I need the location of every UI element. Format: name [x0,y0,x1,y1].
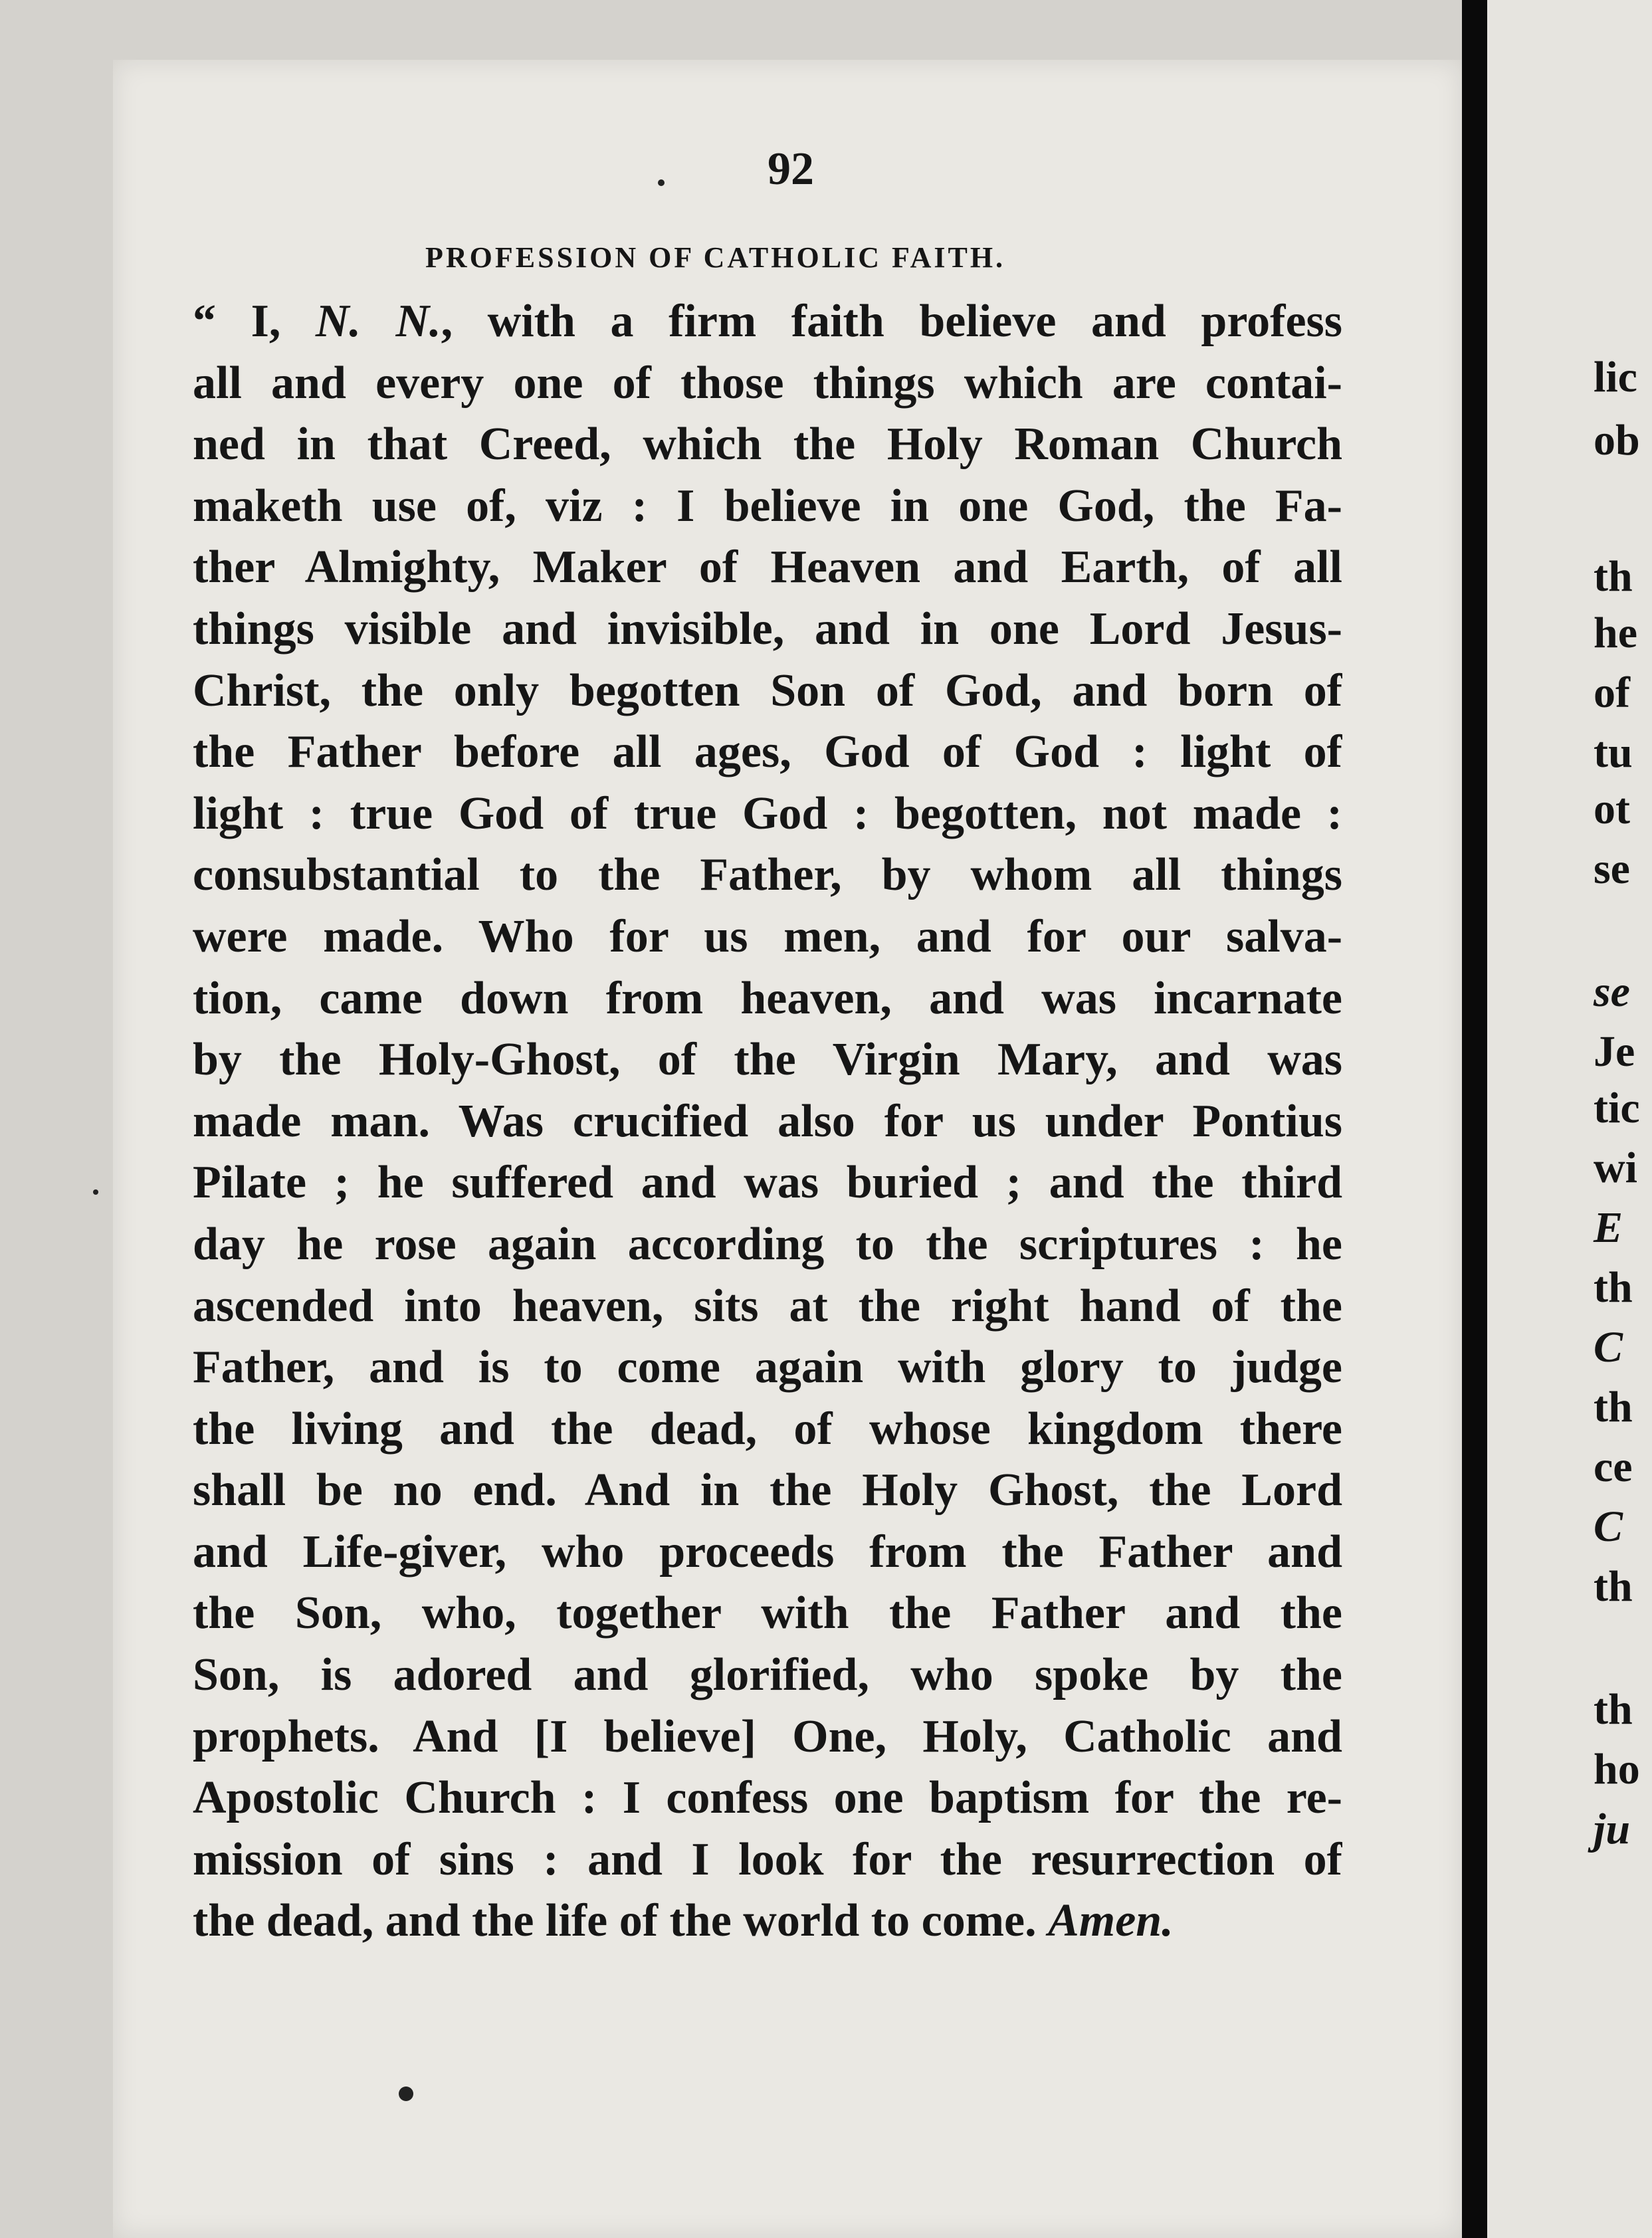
ink-speck [658,179,665,186]
text-run: Pilate ; he suffered and was buried ; and the third [193,1157,1342,1209]
text-run: “ I, [193,296,316,347]
text-run: mission of sins : and I look for the resurrection of [193,1833,1342,1885]
text-line [193,1645,1342,1706]
facing-page-fragment: th [1594,552,1633,601]
section-heading: PROFESSION OF CATHOLIC FAITH. [425,241,1006,274]
text-run: were made. Who for us men, and for our salva- [193,910,1342,962]
facing-page-fragment: ot [1594,785,1630,833]
text-line [193,1029,1342,1091]
text-line [193,722,1342,783]
facing-page-fragment: of [1594,668,1630,717]
text-run: prophets. And [I believe] One, Holy, Catholic and [193,1710,1342,1762]
text-line [193,1583,1342,1645]
facing-page-fragment: Je [1594,1027,1635,1076]
facing-page-fragment: he [1594,609,1637,657]
facing-page-fragment: ho [1594,1745,1640,1793]
facing-page-fragment: E [1594,1203,1623,1252]
facing-page-fragment: ju [1594,1805,1631,1853]
ink-speck [93,1189,98,1195]
text-line [193,414,1342,476]
text-run: Apostolic Church : I confess one baptism for the re- [193,1772,1342,1824]
text-line [193,661,1342,722]
text-run: by the Holy-Ghost, of the Virgin Mary, and was [193,1034,1342,1086]
text-run: Christ, the only begotten Son of God, and born of [193,664,1342,716]
text-line [193,291,1342,353]
text-run: ned in that Creed, which the Holy Roman Church [193,419,1342,470]
facing-page-fragment: C [1594,1502,1623,1551]
text-run: day he rose again according to the scriptures : he [193,1218,1342,1270]
text-run: things visible and invisible, and in one Lord Jesus- [193,603,1342,655]
italic-text: N. N. [315,296,441,347]
text-line [193,1706,1342,1768]
facing-page-fragment: C [1594,1323,1623,1372]
text-line [193,353,1342,415]
text-run: Son, is adored and glorified, who spoke by the [193,1649,1342,1701]
text-run: tion, came down from heaven, and was incarnate [193,972,1342,1024]
text-line [193,906,1342,968]
page-number: 92 [768,144,814,195]
text-line [193,1399,1342,1461]
text-line [193,1890,1342,1952]
facing-page-fragment: th [1594,1562,1633,1611]
text-line [193,476,1342,538]
facing-page-fragment: th [1594,1685,1633,1734]
text-run: light : true God of true God : begotten, not made : [193,787,1342,839]
text-line [193,1829,1342,1891]
facing-page-fragment: se [1594,845,1630,893]
text-run: consubstantial to the Father, by whom all things [193,849,1342,901]
text-run: the Father before all ages, God of God : light of [193,726,1342,778]
italic-text: Amen. [1048,1895,1174,1947]
text-run: maketh use of, viz : I believe in one God, the Fa- [193,480,1342,532]
facing-page-fragment: ob [1594,416,1640,464]
facing-page-fragment: tu [1594,728,1633,777]
text-run: , with a firm faith believe and profess [441,296,1342,347]
text-run: ther Almighty, Maker of Heaven and Earth, of all [193,542,1342,593]
facing-page-fragment: th [1594,1263,1633,1312]
text-line [193,968,1342,1030]
creed-text [193,291,1342,1952]
text-run: made man. Was crucified also for us under Pontius [193,1095,1342,1147]
text-run: shall be no end. And in the Holy Ghost, the Lord [193,1465,1342,1516]
text-line [193,1276,1342,1338]
text-line [193,1152,1342,1214]
text-line [193,537,1342,599]
text-line [193,1522,1342,1583]
text-line [193,1214,1342,1276]
text-run: and Life-giver, who proceeds from the Father and [193,1526,1342,1577]
text-run: Father, and is to come again with glory to judge [193,1342,1342,1393]
text-run: ascended into heaven, sits at the right hand of the [193,1280,1342,1332]
facing-page-fragment: se [1594,967,1630,1016]
text-run: the Son, who, together with the Father and the [193,1587,1342,1639]
facing-page-edge [1487,0,1652,2238]
text-line [193,599,1342,661]
text-line [193,1091,1342,1153]
facing-page-fragment: th [1594,1383,1633,1431]
text-run: the living and the dead, of whose kingdom there [193,1403,1342,1455]
facing-page-fragment: wi [1594,1144,1637,1192]
text-line [193,1460,1342,1522]
facing-page-fragment: ce [1594,1443,1633,1491]
text-line [193,845,1342,906]
book-gutter [1462,0,1487,2238]
text-line [193,783,1342,845]
facing-page-fragment: tic [1594,1084,1640,1132]
text-run: the dead, and the life of the world to come. [193,1895,1049,1947]
facing-page-fragment: lic [1594,353,1637,401]
ink-speck [399,2086,413,2101]
text-line [193,1337,1342,1399]
text-run: all and every one of those things which are contai- [193,357,1342,409]
text-line [193,1768,1342,1829]
